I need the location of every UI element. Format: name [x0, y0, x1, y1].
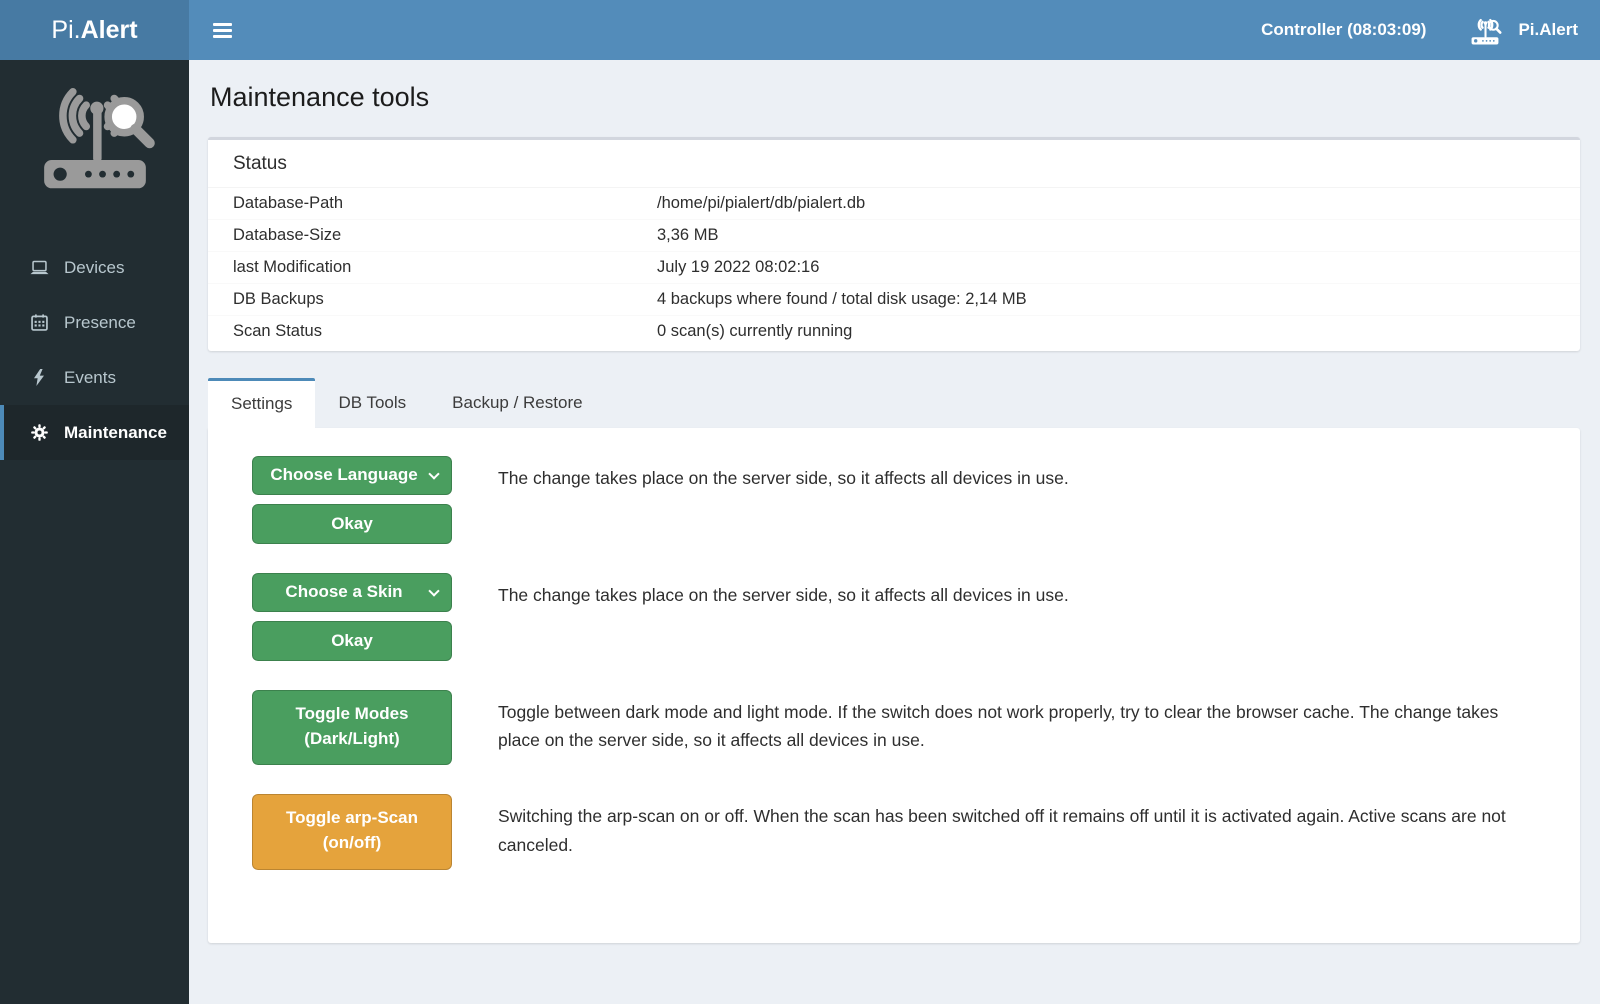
- table-row: [208, 284, 1580, 316]
- logo-prefix: Pi.: [51, 15, 81, 44]
- status-label: DB Backups: [208, 284, 632, 316]
- hamburger-icon[interactable]: [207, 17, 238, 44]
- logo-bold: Alert: [80, 15, 138, 44]
- toggle-arpscan-description: Switching the arp-scan on or off. When the scan has been switched off it remains off until it is activated again. Active scans are not canceled.: [498, 806, 1506, 855]
- status-panel: [208, 137, 1580, 351]
- brand-label: Pi.Alert: [1518, 20, 1578, 39]
- language-setting-row: [252, 456, 1536, 544]
- laptop-icon: [29, 260, 49, 276]
- status-panel-title: Status: [208, 140, 1580, 188]
- table-row: [208, 252, 1580, 284]
- toggle-arpscan-row: [252, 794, 1536, 869]
- sidebar-item-label: Maintenance: [64, 422, 167, 442]
- bolt-icon: [29, 369, 49, 386]
- page-title: Maintenance tools: [210, 82, 430, 112]
- skin-controls: [252, 573, 452, 661]
- top-header: [0, 0, 1600, 60]
- sidebar-item-maintenance[interactable]: [0, 405, 189, 460]
- status-label: last Modification: [208, 252, 632, 284]
- navbar: [189, 0, 1600, 60]
- calendar-icon: [29, 314, 49, 331]
- status-value: 4 backups where found / total disk usage: 2,14 MB: [632, 284, 1580, 316]
- settings-tab-content: [208, 428, 1580, 943]
- gear-icon: [29, 424, 49, 441]
- choose-skin-select[interactable]: [252, 573, 452, 612]
- maintenance-tabs-box: [208, 378, 1580, 943]
- language-description: The change takes place on the server side, so it affects all devices in use.: [498, 468, 1069, 488]
- table-row: [208, 220, 1580, 252]
- skin-setting-row: [252, 573, 1536, 661]
- toggle-modes-row: [252, 690, 1536, 765]
- status-value: July 19 2022 08:02:16: [632, 252, 1580, 284]
- tab-bar: [208, 378, 1580, 428]
- sidebar-item-presence[interactable]: [0, 295, 189, 350]
- sidebar-item-label: Presence: [64, 312, 136, 332]
- sidebar-item-label: Devices: [64, 257, 125, 277]
- toggle-modes-button[interactable]: Toggle Modes (Dark/Light): [252, 690, 452, 765]
- choose-language-select[interactable]: [252, 456, 452, 495]
- app-logo[interactable]: [0, 0, 189, 60]
- sidebar-item-events[interactable]: [0, 350, 189, 405]
- tab-backup-restore[interactable]: Backup / Restore: [452, 393, 583, 412]
- toggle-modes-description: Toggle between dark mode and light mode. If the switch does not work properly, try to clear the browser cache. The change takes place on the server side, so it affects all devices in use.: [498, 702, 1499, 751]
- router-search-logo-icon: [29, 80, 161, 198]
- skin-okay-button[interactable]: Okay: [252, 621, 452, 661]
- sidebar-menu: [0, 240, 189, 460]
- table-row: [208, 316, 1580, 352]
- language-controls: [252, 456, 452, 544]
- status-value: /home/pi/pialert/db/pialert.db: [657, 194, 866, 212]
- status-value: 0 scan(s) currently running: [632, 316, 1580, 352]
- controller-status: Controller (08:03:09): [1261, 20, 1427, 39]
- status-value: 3,36 MB: [632, 220, 1580, 252]
- skin-description: The change takes place on the server side, so it affects all devices in use.: [498, 585, 1069, 605]
- status-label: Database-Path: [233, 194, 344, 212]
- toggle-arpscan-button[interactable]: Toggle arp-Scan (on/off): [252, 794, 452, 869]
- status-label: Scan Status: [208, 316, 632, 352]
- sidebar-item-devices[interactable]: [0, 240, 189, 295]
- choose-skin-select-wrap: [252, 573, 452, 612]
- navbar-right: [1261, 15, 1578, 46]
- sidebar-item-label: Events: [64, 367, 116, 387]
- table-row: [208, 188, 1580, 220]
- toggle-arpscan-controls: [252, 794, 452, 869]
- main-content: [189, 60, 1600, 1004]
- sidebar: [0, 60, 189, 1004]
- router-icon: [1466, 15, 1504, 46]
- status-table: [208, 188, 1580, 351]
- status-label: Database-Size: [208, 220, 632, 252]
- toggle-modes-controls: [252, 690, 452, 765]
- tab-db-tools[interactable]: DB Tools: [338, 393, 407, 412]
- language-okay-button[interactable]: Okay: [252, 504, 452, 544]
- tab-settings[interactable]: Settings: [208, 378, 315, 428]
- choose-language-select-wrap: [252, 456, 452, 495]
